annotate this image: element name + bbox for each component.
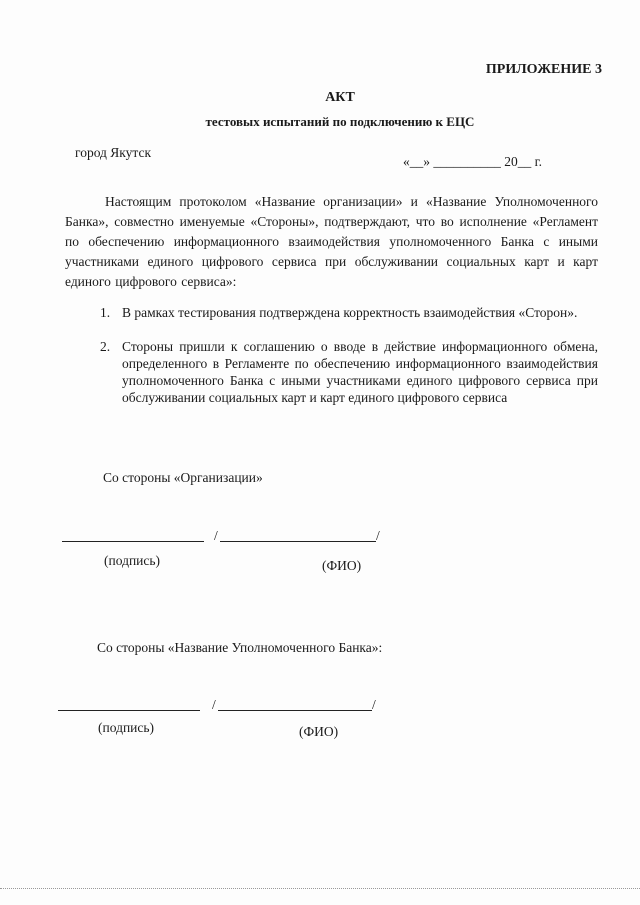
bank-party-label: Со стороны «Название Уполномоченного Банка»: — [97, 640, 383, 655]
bank-signature-line — [58, 710, 200, 711]
org-slash-right: / — [376, 528, 380, 543]
item-number: 1. — [100, 305, 111, 320]
city: город Якутск — [75, 145, 152, 160]
intro-paragraph: Настоящим протоколом «Название организации» и «Название Уполномоченного Банка», совместно именуемые «Стороны», подтверждают, что во исполнение «Регламент по обеспечению информационного взаимодействия уполномоченного Банка с иными участниками единого цифрового сервиса при обслуживании социальных карт и карт единого цифрового сервиса»: — [65, 194, 598, 289]
org-slash-left: / — [214, 528, 218, 543]
bank-name-hint: (ФИО) — [299, 724, 339, 739]
item-number: 2. — [100, 339, 111, 354]
page-edge-divider — [0, 888, 640, 889]
bank-slash-right: / — [372, 697, 376, 712]
item-text: Стороны пришли к соглашению о вводе в действие информационного обмена, определенного в Регламенте по обеспечению информационного взаимодействия уполномоченного Банка с иными участниками единого цифрового сервиса при обслуживании социальных карт и карт единого цифрового сервиса — [122, 339, 598, 405]
org-party-label: Со стороны «Организации» — [103, 470, 263, 485]
org-signature-line — [62, 541, 204, 542]
list-item — [100, 304, 598, 321]
org-signature-hint: (подпись) — [104, 553, 161, 568]
items-list — [100, 304, 598, 406]
org-name-hint: (ФИО) — [322, 558, 362, 573]
document-title: АКТ — [325, 90, 355, 105]
date-field: «__» __________ 20__ г. — [403, 154, 543, 169]
bank-slash-left: / — [212, 697, 216, 712]
appendix-label: ПРИЛОЖЕНИЕ 3 — [485, 62, 602, 77]
bank-signature-hint: (подпись) — [98, 720, 155, 735]
bank-name-line — [218, 710, 372, 711]
list-item — [100, 338, 598, 406]
org-name-line — [220, 541, 376, 542]
item-text: В рамках тестирования подтверждена корректность взаимодействия «Сторон». — [122, 305, 578, 320]
document-subtitle: тестовых испытаний по подключению к ЕЦС — [205, 114, 475, 129]
